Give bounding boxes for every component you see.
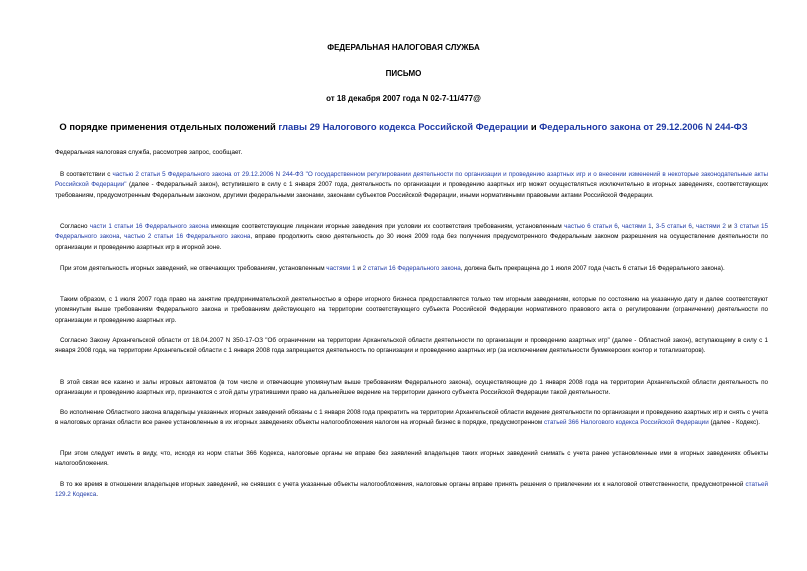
p9-link-article1292[interactable]: статьей 129.2 Кодекса [55, 481, 768, 499]
p1-text-1: В соответствии с [60, 171, 113, 178]
p3-text-1: При этом деятельность игорных заведений, не отвечающих требованиям, установленным [60, 265, 327, 272]
p2-text-5: , [691, 223, 696, 230]
agency-heading: ФЕДЕРАЛЬНАЯ НАЛОГОВАЯ СЛУЖБА [327, 43, 480, 52]
doc-type-heading: ПИСЬМО [385, 69, 422, 78]
paragraph-6: В этой связи все казино и залы игровых автоматов (в том числе и отвечающие упомянутым выше требованиям Федерального закона), осуществляющие до 1 января 2008 года на территории Архангельской области деятельность по организации и проведению азартных игр, признаются с этой даты утратившими право на дальнейшее ведение на территории данного субъекта Российской Федерации такой деятельности. [55, 379, 768, 397]
p1-text-2: (далее - Федеральный закон), вступившего в силу с 1 января 2007 года, деятельность по организации и проведению азартных игр может осуществляться исключительно в игорных заведениях, соответствующих требованиям, предусмотренным Федеральным законом, другими федеральными законами, законами субъектов Российской Федерации, иными нормативными правовыми актами Российской Федерации. [55, 181, 768, 199]
paragraph-2 [55, 222, 768, 253]
paragraph-8: При этом следует иметь в виду, что, исходя из норм статьи 366 Кодекса, налоговые органы не вправе без заявлений владельцев таких игорных заведений снимать с учета ранее установленные ими в игорных заведениях объекты налогообложения. [55, 450, 768, 468]
p2-text-2: имеющие соответствующие лицензии игорные заведения при условии их соответствия требованиям, установленным [208, 223, 565, 230]
paragraph-4: Таким образом, с 1 июля 2007 года право на занятие предпринимательской деятельностью в сфере игорного бизнеса предоставляется только тем игорным заведениям, которые по состоянию на указанную дату и далее соответствуют упомянутым выше требованиям Федерального закона и требованиям действующего на территории соответствующего субъекта Российской Федерации нормативного правового акта о регулировании (ограничении) деятельности по организации и проведению азартных игр. [55, 296, 768, 324]
p2-text-8: , вправе продолжить свою деятельность до 30 июня 2009 года без получения предусмотренного Федеральным законом разрешения на осуществление деятельности по организации и проведению азартных игр в игорной зоне. [55, 233, 769, 251]
p3-text-2: и [355, 265, 363, 272]
p2-text-6: и [725, 223, 734, 230]
title-link-law244[interactable]: Федерального закона от 29.12.2006 N 244-ФЗ [539, 121, 748, 132]
title-link-chapter29[interactable]: главы 29 Налогового кодекса Российской Федерации [278, 121, 529, 132]
p2-link-4[interactable]: 3-5 статьи 6 [655, 223, 692, 230]
p2-link-3[interactable]: частями 1 [621, 223, 652, 230]
p9-text-2: . [96, 491, 98, 499]
p2-link-1[interactable]: части 1 статьи 16 Федерального закона [89, 223, 209, 230]
p2-link-6[interactable]: 3 статьи 15 Федерального закона [55, 223, 769, 241]
p3-text-3: , должна быть прекращена до 1 июля 2007 года (часть 6 статьи 16 Федерального закона). [460, 265, 725, 272]
p9-text-1: В то же время в отношении владельцев игорных заведений, не снявших с учета указанные объекты налогообложения, налоговые органы вправе принять решения о привлечении их к налоговой ответственности, предусмотренной [60, 481, 746, 488]
title-text-1: О порядке применения отдельных положений [59, 121, 279, 132]
document-title [30, 121, 777, 132]
p7-text-1: Во исполнение Областного закона владельцы указанных игорных заведений обязаны с 1 января 2008 года прекратить на территории Архангельской области ведение деятельности по организации и проведению азартных игр и снять с учета в налоговых органах области все ранее установленные в их игорных заведениях объекты налогообложения налогом на игорный бизнес в порядке, предусмотренном [55, 409, 768, 427]
p7-link-article366[interactable]: статьей 366 Налогового кодекса Российской Федерации [543, 419, 709, 427]
paragraph-intro: Федеральная налоговая служба, рассмотрев запрос, сообщает. [55, 149, 243, 156]
p2-text-3: , [617, 223, 622, 230]
p2-link-2[interactable]: частью 6 статьи 6 [564, 223, 618, 230]
p1-link-law[interactable]: частью 2 статьи 5 Федерального закона от 29.12.2006 N 244-ФЗ "О государственном регулировании деятельности по организации и проведению азартных игр и о внесении изменений в некоторые законодательные акты Российской Федерации" [55, 171, 768, 189]
p2-link-7[interactable]: частью 2 статьи 16 Федерального закона [124, 233, 251, 241]
date-line: от 18 декабря 2007 года N 02-7-11/477@ [326, 94, 481, 103]
paragraph-9 [55, 480, 768, 501]
p3-link-2[interactable]: 2 статьи 16 Федерального закона [362, 265, 461, 272]
p2-text-4: , [651, 223, 656, 230]
title-text-2: и [528, 121, 540, 132]
paragraph-1 [55, 170, 768, 201]
p7-text-2: (далее - Кодекс). [708, 419, 761, 427]
p2-text-7: , [119, 233, 125, 241]
p3-link-1[interactable]: частями 1 [326, 265, 356, 272]
paragraph-3 [55, 264, 768, 274]
paragraph-5: Согласно Закону Архангельской области от 18.04.2007 N 350-17-ОЗ "Об ограничении на территории Архангельской области деятельности по организации и проведению азартных игр" (далее - Областной закон), вступающему в силу с 1 января 2008 года, на территории Архангельской области с 1 января 2008 года запрещается деятельность по организации и проведению азартных игр (за исключением деятельности букмекерских контор и тотализаторов). [55, 337, 768, 355]
p2-text-1: Согласно [60, 223, 90, 230]
paragraph-7 [55, 408, 768, 429]
p2-link-5[interactable]: частями 2 [695, 223, 726, 230]
